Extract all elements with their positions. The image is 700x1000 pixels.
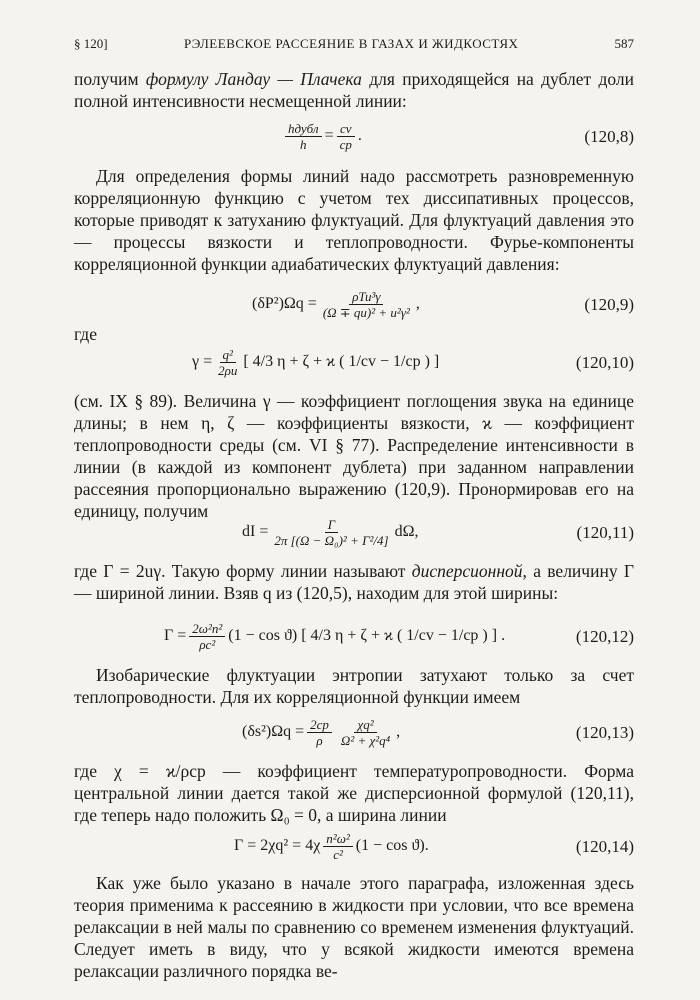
up: .	[357, 127, 362, 144]
term-landau-placzek: формулу Ландау — Плачека	[145, 69, 362, 89]
paragraph-thermal-diffusivity: где χ = ϰ/ρcp — коэффициент температуропроводности. Форма центральной линии дается такой же дисперсионной формулой (120,11), где теперь надо положить Ω₀ = 0, а ширина линии	[74, 761, 634, 825]
equation-number: (120,11)	[576, 523, 634, 542]
up: ,	[396, 723, 401, 740]
up: (1 − cos ϑ).	[355, 837, 429, 854]
equation-number: (120,12)	[575, 627, 634, 646]
up: dΩ,	[394, 523, 419, 540]
equation-120-11	[74, 512, 634, 552]
den: 2π [(Ω − Ω₀)² + Γ²/4]	[274, 532, 389, 548]
up: [ 4/3 η + ζ + ϰ ( 1/cv − 1/cp ) ]	[243, 353, 440, 370]
equation-number: (120,14)	[575, 837, 634, 856]
up: =	[324, 127, 334, 144]
frac	[337, 121, 355, 152]
up: (δP²)Ωq =	[252, 295, 317, 312]
equation-120-9	[74, 284, 634, 324]
num: q²	[220, 347, 236, 363]
paragraph-relaxation: Как уже было указано в начале этого параграфа, изложенная здесь теория применима к рассеянию в жидкости при условии, что все времена релаксации в ней малы по сравнению со временем изменения флуктуаций. Следует иметь в виду, что у всякой жидкости имеются времена релаксации различного порядка ве-	[74, 873, 634, 981]
num: cv	[337, 121, 355, 137]
num: Γ	[325, 517, 338, 533]
frac	[320, 289, 413, 320]
up: (δs²)Ωq =	[242, 723, 305, 740]
frac	[285, 121, 322, 152]
num: χq²	[354, 717, 376, 733]
den: c²	[333, 846, 343, 862]
den: Ω² + χ²q⁴	[340, 732, 391, 748]
running-title: РЭЛЕЕВСКОЕ РАССЕЯНИЕ В ГАЗАХ И ЖИДКОСТЯХ	[184, 36, 519, 51]
equation-120-14	[74, 826, 634, 866]
text: получим	[74, 69, 146, 89]
equation-number: (120,10)	[575, 353, 634, 372]
frac	[338, 717, 393, 748]
num: 2cp	[307, 717, 332, 733]
paragraph-dispersion	[74, 560, 634, 604]
section-number: § 120]	[74, 36, 108, 51]
den: ρ	[316, 732, 323, 748]
word-gde: где	[74, 324, 97, 344]
up: ,	[415, 295, 420, 312]
up: dI =	[242, 523, 269, 540]
paragraph-line-shape: Для определения формы линий надо рассмотреть разновременную корреляционную функцию с учетом тех диссипативных процессов, которые приводят к затуханию флуктуаций. Для флуктуаций давления это — процессы вязкости и теплопроводности. Фурье-компоненты корреляционной функции адиабатических флуктуаций давления:	[74, 166, 634, 274]
den: ρc²	[199, 636, 216, 652]
frac	[189, 621, 225, 652]
frac	[215, 347, 240, 378]
equation-120-8	[74, 116, 634, 156]
running-header	[74, 36, 634, 56]
equation-number: (120,13)	[575, 723, 634, 742]
den: cp	[339, 136, 352, 152]
up: γ =	[192, 353, 213, 370]
den: 2ρu	[218, 362, 238, 378]
frac	[307, 717, 332, 748]
equation-120-13	[74, 712, 634, 752]
num: n²ω²	[323, 831, 352, 847]
num: 2ω²n²	[189, 621, 225, 637]
up: [ 4/3 η + ζ + ϰ ( 1/cv − 1/cp ) ] .	[301, 627, 506, 644]
den: h	[300, 136, 307, 152]
paragraph-absorption: (см. IX § 89). Величина γ — коэффициент поглощения звука на единице длины; в нем η, ζ — коэффициенты вязкости, ϰ — коэффициент теплопроводности среды (см. VI § 77). Распределение интенсивности в линии (в каждой из компонент дублета) при заданном направлении рассеяния пропорционально выражению (120,9). Пронормировав его на единицу, получим	[74, 391, 634, 521]
up: Γ = 2χq² = 4χ	[234, 837, 321, 854]
paragraph-landau-placzek	[74, 68, 634, 112]
equation-number: (120,9)	[584, 295, 634, 314]
paragraph-entropy: Изобарические флуктуации энтропии затухают только за счет теплопроводности. Для их корреляционной функции имеем	[74, 665, 634, 707]
page-number: 587	[614, 36, 634, 51]
frac	[271, 517, 391, 548]
text: , а величину Γ — шириной линии. Взяв q из (120,5), находим для этой ширины:	[74, 561, 634, 603]
term-dispersion: дисперсионной	[411, 561, 523, 581]
text: где Γ = 2uγ. Такую форму линии называют	[74, 561, 412, 581]
equation-120-12	[74, 616, 634, 656]
text: для приходящейся на дублет доли полной интенсивности несмещенной линии:	[74, 69, 635, 111]
num: hдубл	[285, 121, 322, 137]
den: (Ω ∓ qu)² + u²γ²	[322, 304, 410, 320]
num: ρTu³γ	[349, 289, 383, 305]
equation-number: (120,8)	[584, 127, 634, 146]
frac	[323, 831, 352, 862]
up: Γ =	[164, 627, 187, 644]
equation-120-10	[74, 342, 634, 382]
up: (1 − cos ϑ)	[228, 627, 298, 644]
